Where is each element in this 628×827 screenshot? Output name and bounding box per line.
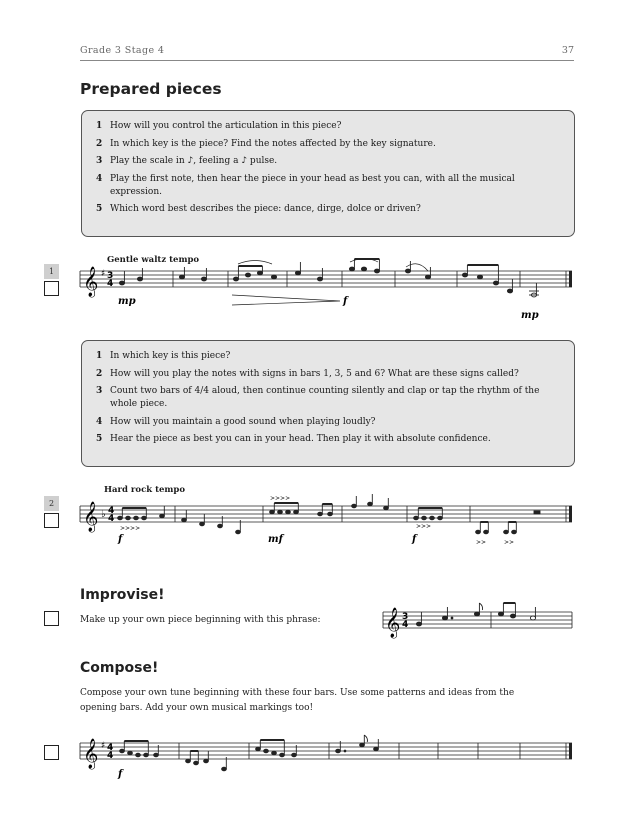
question-text: Hear the piece as best you can in your head. Then play it with absolute confidence. <box>110 434 491 445</box>
question-number: 5 <box>96 434 103 445</box>
svg-text:3: 3 <box>402 612 409 622</box>
improvise-checkbox[interactable] <box>44 611 59 626</box>
compose-staff <box>80 737 575 787</box>
svg-text:4: 4 <box>402 620 409 630</box>
question-text: Which word best describes the piece: dance, dirge, dolce or driven? <box>110 204 421 215</box>
question-item <box>96 433 564 446</box>
page-header <box>80 44 574 61</box>
question-number: 3 <box>96 156 103 167</box>
svg-text:>>: >> <box>476 539 487 546</box>
svg-text:4: 4 <box>107 751 114 761</box>
question-text: Count two bars of 4/4 aloud, then continue counting silently and clap or tap the rhythm of the whole piece. <box>110 386 540 409</box>
question-item <box>96 120 564 133</box>
treble-clef-icon: 𝄞 <box>83 267 99 297</box>
question-text: How will you play the notes with signs in bars 1, 3, 5 and 6? What are these signs called? <box>110 368 519 379</box>
question-item <box>96 173 564 198</box>
piece-1-checkbox[interactable] <box>44 281 59 296</box>
svg-text:♭: ♭ <box>101 509 106 520</box>
question-number: 2 <box>96 368 103 379</box>
question-item <box>96 350 564 363</box>
improvise-heading: Improvise! <box>80 587 165 603</box>
dynamic-f: f <box>118 769 123 780</box>
compose-instruction: Compose your own tune beginning with these four bars. Use some patterns and ideas from the opening bars. Add your own musical markings too! <box>80 688 515 713</box>
questions-box-1 <box>81 110 575 237</box>
svg-text:4: 4 <box>107 743 114 753</box>
piece-2-checkbox[interactable] <box>44 513 59 528</box>
svg-text:>>>: >>> <box>416 523 432 530</box>
compose-checkbox[interactable] <box>44 745 59 760</box>
piece-1-staff <box>80 265 575 325</box>
question-text: Play the scale in ♪, feeling a ♪ pulse. <box>110 156 278 167</box>
piece-2-staff <box>80 495 575 550</box>
question-text: Play the first note, then hear the piece in your head as best you can, with all the musical expression. <box>110 174 515 197</box>
question-item <box>96 416 564 429</box>
improvise-instruction: Make up your own piece beginning with this phrase: <box>80 615 321 625</box>
svg-text:3: 3 <box>107 271 114 281</box>
treble-clef-icon: 𝄞 <box>385 608 401 638</box>
prepared-pieces-heading: Prepared pieces <box>80 80 222 98</box>
dynamic-mp: mp <box>118 296 136 307</box>
dynamic-mp: mp <box>521 310 539 321</box>
improvise-staff <box>383 606 575 636</box>
svg-text:>>>>: >>>> <box>270 495 291 502</box>
question-number: 3 <box>96 386 103 397</box>
question-item <box>96 203 564 216</box>
question-text: In which key is this piece? <box>110 351 231 361</box>
dynamic-f: f <box>118 534 123 545</box>
piece-1-tempo: Gentle waltz tempo <box>107 255 200 265</box>
compose-heading: Compose! <box>80 660 159 676</box>
question-text: How will you maintain a good sound when playing loudly? <box>110 416 376 427</box>
dynamic-f: f <box>412 534 417 545</box>
grade-stage-label: Grade 3 Stage 4 <box>80 45 165 56</box>
dynamic-mf: mf <box>268 534 283 545</box>
question-text: In which key is the piece? Find the notes affected by the key signature. <box>110 138 436 149</box>
question-number: 1 <box>96 351 103 361</box>
treble-clef-icon: 𝄞 <box>83 502 99 532</box>
question-item <box>96 138 564 151</box>
piece-2-tempo: Hard rock tempo <box>104 485 186 495</box>
question-number: 4 <box>96 416 103 427</box>
question-number: 5 <box>96 204 103 215</box>
dynamic-f: f <box>343 296 348 307</box>
question-number: 1 <box>96 121 103 131</box>
question-number: 4 <box>96 174 103 185</box>
piece-number-tab: 1 <box>44 264 59 279</box>
question-item <box>96 155 564 168</box>
svg-text:>>: >> <box>504 539 515 546</box>
question-item <box>96 385 564 410</box>
svg-text:4: 4 <box>108 514 115 524</box>
piece-number-tab: 2 <box>44 496 59 511</box>
question-text: How will you control the articulation in this piece? <box>110 121 342 131</box>
page-number: 37 <box>561 45 574 56</box>
svg-text:4: 4 <box>108 506 115 516</box>
question-item <box>96 368 564 381</box>
questions-box-2 <box>81 340 575 467</box>
svg-text:♯: ♯ <box>101 741 106 751</box>
svg-text:>>>>: >>>> <box>120 525 141 532</box>
svg-text:4: 4 <box>107 279 114 289</box>
treble-clef-icon: 𝄞 <box>83 739 99 769</box>
question-number: 2 <box>96 138 103 149</box>
svg-text:♯: ♯ <box>101 269 106 279</box>
